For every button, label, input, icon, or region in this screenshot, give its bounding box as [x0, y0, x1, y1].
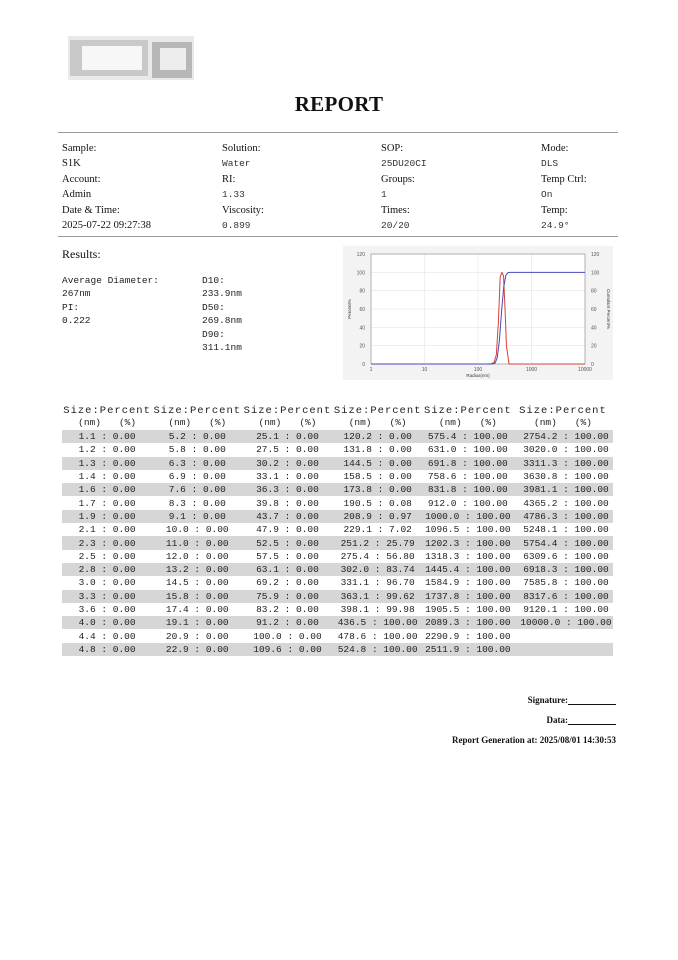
table-cell: 63.1 : 0.00	[242, 563, 332, 576]
table-row	[62, 457, 613, 470]
table-cell: 251.2 : 25.79	[333, 536, 423, 549]
table-cell: 5.8 : 0.00	[168, 444, 226, 456]
table-cell: 10.0 : 0.00	[165, 524, 229, 536]
table-cell: 3020.0 : 100.00	[523, 444, 609, 456]
column-subheader	[513, 417, 613, 430]
unit-percent: (%)	[479, 417, 497, 428]
table-cell: 3.3 : 0.00	[62, 590, 152, 603]
info-col-sample	[62, 141, 212, 234]
table-cell: 20.9 : 0.00	[165, 630, 229, 642]
table-row	[62, 523, 613, 536]
x-tick-label: 10000	[578, 367, 592, 373]
table-cell: 912.0 : 100.00	[427, 497, 508, 509]
solution-label: Solution:	[222, 143, 261, 154]
table-row	[62, 563, 613, 576]
table-row	[62, 603, 613, 616]
table-row	[62, 550, 613, 563]
avg-diameter-value: 267nm	[62, 288, 91, 300]
column-subheader	[333, 417, 423, 430]
table-cell: 6.3 : 0.00	[152, 457, 242, 470]
table-cell: 1584.9 : 100.00	[425, 577, 511, 589]
table-cell: 7.6 : 0.00	[152, 483, 242, 496]
y-tick-label-left: 120	[356, 252, 365, 258]
table-cell: 1.4 : 0.00	[78, 471, 136, 483]
date-label: Data:	[546, 715, 568, 725]
table-cell: 173.8 : 0.00	[333, 483, 423, 496]
table-cell: 831.8 : 100.00	[423, 483, 513, 496]
table-row	[62, 536, 613, 549]
groups-value: 1	[381, 189, 387, 200]
table-cell: 27.5 : 0.00	[256, 444, 319, 456]
table-cell: 1.3 : 0.00	[62, 457, 152, 470]
d50-value: 269.8nm	[202, 315, 242, 327]
table-cell: 14.5 : 0.00	[165, 577, 229, 589]
date-field	[547, 715, 617, 725]
table-cell: 524.8 : 100.00	[333, 643, 423, 656]
table-cell: 22.9 : 0.00	[152, 643, 242, 656]
y-tick-label-left: 60	[359, 307, 365, 313]
table-cell: 33.1 : 0.00	[256, 471, 319, 483]
column-header: Size:Percent	[243, 405, 332, 417]
signature-label: Signature:	[527, 695, 568, 705]
table-cell: 1737.8 : 100.00	[423, 590, 513, 603]
d90-label: D90:	[202, 328, 225, 340]
unit-nm: (nm)	[78, 417, 101, 428]
table-cell: 1096.5 : 100.00	[425, 524, 511, 536]
account-label: Account:	[62, 174, 101, 185]
solution-value: Water	[222, 158, 251, 169]
column-subheader	[152, 417, 242, 430]
results-heading: Results:	[62, 247, 101, 261]
generation-timestamp: Report Generation at: 2025/08/01 14:30:53	[452, 735, 616, 745]
table-row	[62, 443, 613, 456]
table-header-row	[62, 405, 613, 417]
table-cell: 100.0 : 0.00	[253, 630, 322, 642]
column-header: Size:Percent	[424, 405, 512, 417]
results-right	[202, 274, 242, 354]
sample-value: S1K	[62, 158, 81, 169]
size-percent-table	[62, 405, 613, 656]
table-cell: 7585.8 : 100.00	[523, 577, 609, 589]
d10-label: D10:	[202, 275, 225, 286]
table-cell: 57.5 : 0.00	[256, 550, 319, 562]
table-subheader-row	[62, 417, 613, 430]
table-row	[62, 590, 613, 603]
table-cell: 19.1 : 0.00	[152, 616, 242, 629]
y-tick-label-left: 20	[359, 343, 365, 350]
y-tick-label-right: 20	[591, 343, 597, 350]
table-cell: 6.9 : 0.00	[168, 471, 226, 483]
results-left	[62, 274, 159, 328]
table-cell: 75.9 : 0.00	[242, 590, 332, 603]
table-cell: 12.0 : 0.00	[165, 550, 229, 562]
table-cell: 478.6 : 100.00	[337, 630, 418, 642]
y-tick-label-left: 100	[356, 270, 365, 277]
table-cell: 5248.1 : 100.00	[523, 524, 609, 536]
size-distribution-chart	[343, 246, 613, 380]
table-cell: 631.0 : 100.00	[427, 444, 508, 456]
table-cell: 43.7 : 0.00	[242, 510, 332, 523]
table-cell: 3.0 : 0.00	[78, 577, 136, 589]
table-cell: 4786.3 : 100.00	[513, 510, 613, 523]
column-header: Size:Percent	[153, 405, 242, 417]
header-divider	[58, 132, 618, 133]
table-cell: 120.2 : 0.00	[333, 430, 423, 443]
table-cell: 190.5 : 0.08	[343, 497, 412, 509]
table-cell: 3981.1 : 100.00	[513, 483, 613, 496]
mode-value: DLS	[541, 158, 559, 169]
account-value: Admin	[62, 189, 92, 200]
d50-label: D50:	[202, 301, 225, 313]
table-cell: 208.9 : 0.97	[333, 510, 423, 523]
sample-label: Sample:	[62, 143, 97, 154]
d10-value: 233.9nm	[202, 288, 242, 300]
x-tick-label: 100	[473, 367, 483, 373]
table-cell: 331.1 : 96.70	[340, 577, 415, 589]
x-tick-label: 10	[421, 367, 428, 373]
y-axis-title-right: Cumulant Percent%	[606, 288, 611, 330]
unit-nm: (nm)	[348, 417, 372, 428]
table-cell: 4.4 : 0.00	[78, 630, 136, 642]
table-cell: 69.2 : 0.00	[256, 577, 319, 589]
table-cell: 275.4 : 56.80	[340, 550, 415, 562]
info-col-solution	[222, 141, 372, 234]
tempctrl-value: On	[541, 189, 553, 200]
table-cell	[513, 643, 613, 656]
y-tick-label-right: 60	[591, 307, 597, 313]
table-cell: 2089.3 : 100.00	[423, 616, 513, 629]
y-tick-label-left: 0	[362, 362, 365, 368]
y-tick-label-right: 80	[591, 288, 597, 295]
table-cell: 4.8 : 0.00	[62, 643, 152, 656]
table-cell: 2511.9 : 100.00	[423, 643, 513, 656]
column-subheader	[62, 417, 152, 430]
table-cell: 9.1 : 0.00	[152, 510, 242, 523]
viscosity-label: Viscosity:	[222, 205, 264, 216]
column-subheader	[423, 417, 513, 430]
column-header: Size:Percent	[63, 405, 151, 417]
y-tick-label-left: 40	[359, 325, 365, 332]
y-axis-title-left: Percent%	[347, 299, 352, 319]
pi-value: 0.222	[62, 315, 91, 327]
table-cell: 1445.4 : 100.00	[423, 563, 513, 576]
table-cell: 83.2 : 0.00	[256, 604, 319, 615]
y-tick-label-right: 0	[591, 362, 594, 368]
y-tick-label-right: 40	[591, 325, 597, 332]
datetime-label: Date & Time:	[62, 205, 120, 216]
table-cell: 3311.3 : 100.00	[513, 457, 613, 470]
table-cell: 3.6 : 0.00	[78, 604, 136, 615]
table-cell: 4.0 : 0.00	[62, 616, 152, 629]
table-cell: 1905.5 : 100.00	[425, 604, 511, 615]
y-tick-label-right: 120	[591, 252, 600, 258]
table-cell: 6309.6 : 100.00	[523, 550, 609, 562]
table-cell	[513, 629, 613, 642]
table-cell: 47.9 : 0.00	[256, 524, 319, 536]
unit-nm: (nm)	[534, 417, 557, 428]
signature-field	[528, 695, 616, 705]
table-cell: 2.3 : 0.00	[62, 536, 152, 549]
sop-label: SOP:	[381, 143, 404, 154]
table-cell: 436.5 : 100.00	[333, 616, 423, 629]
table-cell: 302.0 : 83.74	[333, 563, 423, 576]
y-tick-label-left: 80	[359, 288, 365, 295]
column-header: Size:Percent	[333, 405, 422, 417]
table-cell: 1.6 : 0.00	[62, 483, 152, 496]
unit-percent: (%)	[574, 417, 592, 428]
table-cell: 5.2 : 0.00	[152, 430, 242, 443]
table-cell: 575.4 : 100.00	[423, 430, 513, 443]
temp-value: 24.9°	[541, 220, 570, 231]
table-cell: 2.8 : 0.00	[62, 563, 152, 576]
column-header: Size:Percent	[519, 405, 607, 417]
ri-label: RI:	[222, 174, 236, 185]
signature-line	[568, 695, 616, 705]
table-row	[62, 470, 613, 483]
times-label: Times:	[381, 205, 410, 216]
table-cell: 2.5 : 0.00	[78, 550, 136, 562]
groups-label: Groups:	[381, 174, 415, 185]
table-cell: 1.7 : 0.00	[78, 497, 136, 509]
table-row	[62, 643, 613, 656]
table-cell: 36.3 : 0.00	[242, 483, 332, 496]
table-cell: 5754.4 : 100.00	[513, 536, 613, 549]
table-cell: 9120.1 : 100.00	[523, 604, 609, 615]
table-cell: 691.8 : 100.00	[423, 457, 513, 470]
table-cell: 8317.6 : 100.00	[513, 590, 613, 603]
table-cell: 30.2 : 0.00	[242, 457, 332, 470]
table-cell: 25.1 : 0.00	[242, 430, 332, 443]
table-cell: 363.1 : 99.62	[333, 590, 423, 603]
datetime-value: 2025-07-22 09:27:38	[62, 220, 151, 231]
unit-nm: (nm)	[258, 417, 282, 428]
table-cell: 17.4 : 0.00	[165, 604, 229, 615]
table-cell: 1202.3 : 100.00	[423, 536, 513, 549]
temp-label: Temp:	[541, 205, 568, 216]
x-tick-label: 1000	[525, 367, 538, 373]
table-cell: 758.6 : 100.00	[427, 471, 508, 483]
column-subheader	[242, 417, 332, 430]
table-cell: 1000.0 : 100.00	[423, 510, 513, 523]
table-cell: 3630.8 : 100.00	[523, 471, 609, 483]
table-cell: 1.9 : 0.00	[62, 510, 152, 523]
report-title: REPORT	[294, 92, 384, 116]
table-cell: 109.6 : 0.00	[242, 643, 332, 656]
avg-diameter-label: Average Diameter:	[62, 275, 159, 286]
table-cell: 4365.2 : 100.00	[523, 497, 609, 509]
table-row	[62, 576, 613, 589]
table-cell: 8.3 : 0.00	[168, 497, 226, 509]
info-col-mode	[541, 141, 678, 234]
unit-nm: (nm)	[438, 417, 462, 428]
table-cell: 1.1 : 0.00	[62, 430, 152, 443]
table-cell: 52.5 : 0.00	[242, 536, 332, 549]
unit-percent: (%)	[389, 417, 407, 428]
table-cell: 1318.3 : 100.00	[425, 550, 511, 562]
viscosity-value: 0.899	[222, 220, 251, 231]
mode-label: Mode:	[541, 143, 569, 154]
table-cell: 1.2 : 0.00	[78, 444, 136, 456]
unit-percent: (%)	[118, 417, 137, 428]
table-row	[62, 483, 613, 496]
table-cell: 2.1 : 0.00	[78, 524, 136, 536]
unit-percent: (%)	[299, 417, 317, 428]
pi-label: PI:	[62, 301, 80, 313]
table-cell: 6918.3 : 100.00	[513, 563, 613, 576]
table-cell: 144.5 : 0.00	[333, 457, 423, 470]
table-row	[62, 616, 613, 629]
table-cell: 13.2 : 0.00	[152, 563, 242, 576]
info-divider	[58, 236, 618, 237]
table-cell: 91.2 : 0.00	[242, 616, 332, 629]
table-cell: 229.1 : 7.02	[343, 524, 412, 536]
x-axis-title: Radius(nm)	[466, 373, 490, 378]
y-tick-label-right: 100	[591, 270, 600, 277]
company-logo	[68, 36, 194, 80]
tempctrl-label: Temp Ctrl:	[541, 174, 587, 185]
sop-value: 25DU20CI	[381, 158, 427, 169]
ri-value: 1.33	[222, 189, 245, 200]
table-cell: 11.0 : 0.00	[152, 536, 242, 549]
unit-nm: (nm)	[168, 417, 192, 428]
table-cell: 398.1 : 99.98	[340, 604, 415, 615]
d90-value: 311.1nm	[202, 342, 242, 354]
info-col-sop	[381, 141, 531, 234]
table-row	[62, 430, 613, 443]
table-cell: 2754.2 : 100.00	[513, 430, 613, 443]
table-cell: 158.5 : 0.00	[343, 471, 412, 483]
table-cell: 15.8 : 0.00	[152, 590, 242, 603]
table-row	[62, 496, 613, 509]
table-cell: 131.8 : 0.00	[343, 444, 412, 456]
table-cell: 39.8 : 0.00	[256, 497, 319, 509]
times-value: 20/20	[381, 220, 410, 231]
chart-svg	[343, 246, 613, 380]
x-tick-label: 1	[369, 367, 373, 373]
unit-percent: (%)	[209, 417, 227, 428]
date-line	[568, 715, 616, 725]
table-cell: 10000.0 : 100.00	[513, 616, 613, 629]
table-row	[62, 629, 613, 642]
table-cell: 2290.9 : 100.00	[425, 630, 511, 642]
table-row	[62, 510, 613, 523]
